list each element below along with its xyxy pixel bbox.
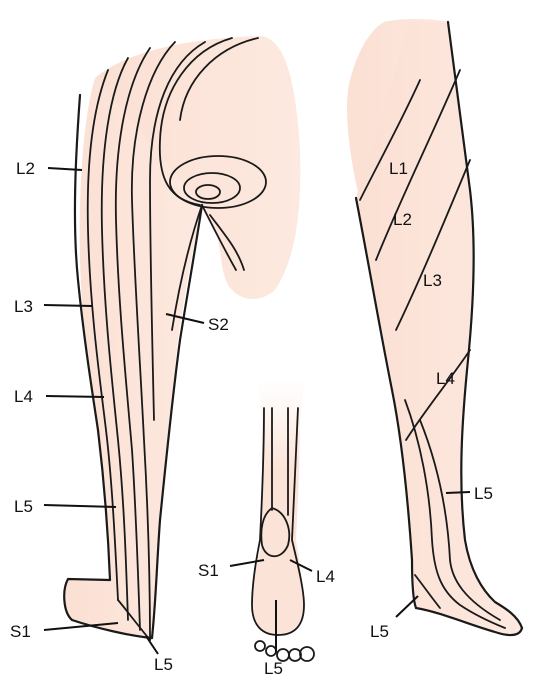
label-posterior-l3: L3	[14, 297, 33, 316]
label-sole-l4: L4	[316, 567, 335, 586]
leader-posterior-l4	[46, 396, 104, 397]
toe-1	[255, 641, 265, 651]
label-posterior-l4: L4	[14, 387, 33, 406]
anterior-leg-view	[347, 19, 522, 635]
sole-view	[252, 379, 314, 661]
label-posterior-l2: L2	[16, 159, 35, 178]
toe-2	[266, 646, 276, 656]
leader-posterior-l3	[44, 305, 92, 306]
label-sole-l5: L5	[264, 659, 283, 678]
toe-5	[300, 647, 314, 661]
label-anterior-l1: L1	[389, 159, 408, 178]
label-anterior-l3: L3	[423, 271, 442, 290]
label-sole-s1: S1	[198, 561, 219, 580]
label-posterior-s1: S1	[10, 622, 31, 641]
leader-anterior-l5	[446, 492, 470, 493]
label-anterior-l5-foot: L5	[370, 622, 389, 641]
label-anterior-l5: L5	[474, 484, 493, 503]
label-posterior-l5: L5	[14, 497, 33, 516]
label-anterior-l4: L4	[436, 369, 455, 388]
sole-skin	[252, 379, 304, 635]
label-posterior-s2: S2	[208, 315, 229, 334]
label-anterior-l2: L2	[393, 210, 412, 229]
label-posterior-l5-heel: L5	[154, 655, 173, 674]
